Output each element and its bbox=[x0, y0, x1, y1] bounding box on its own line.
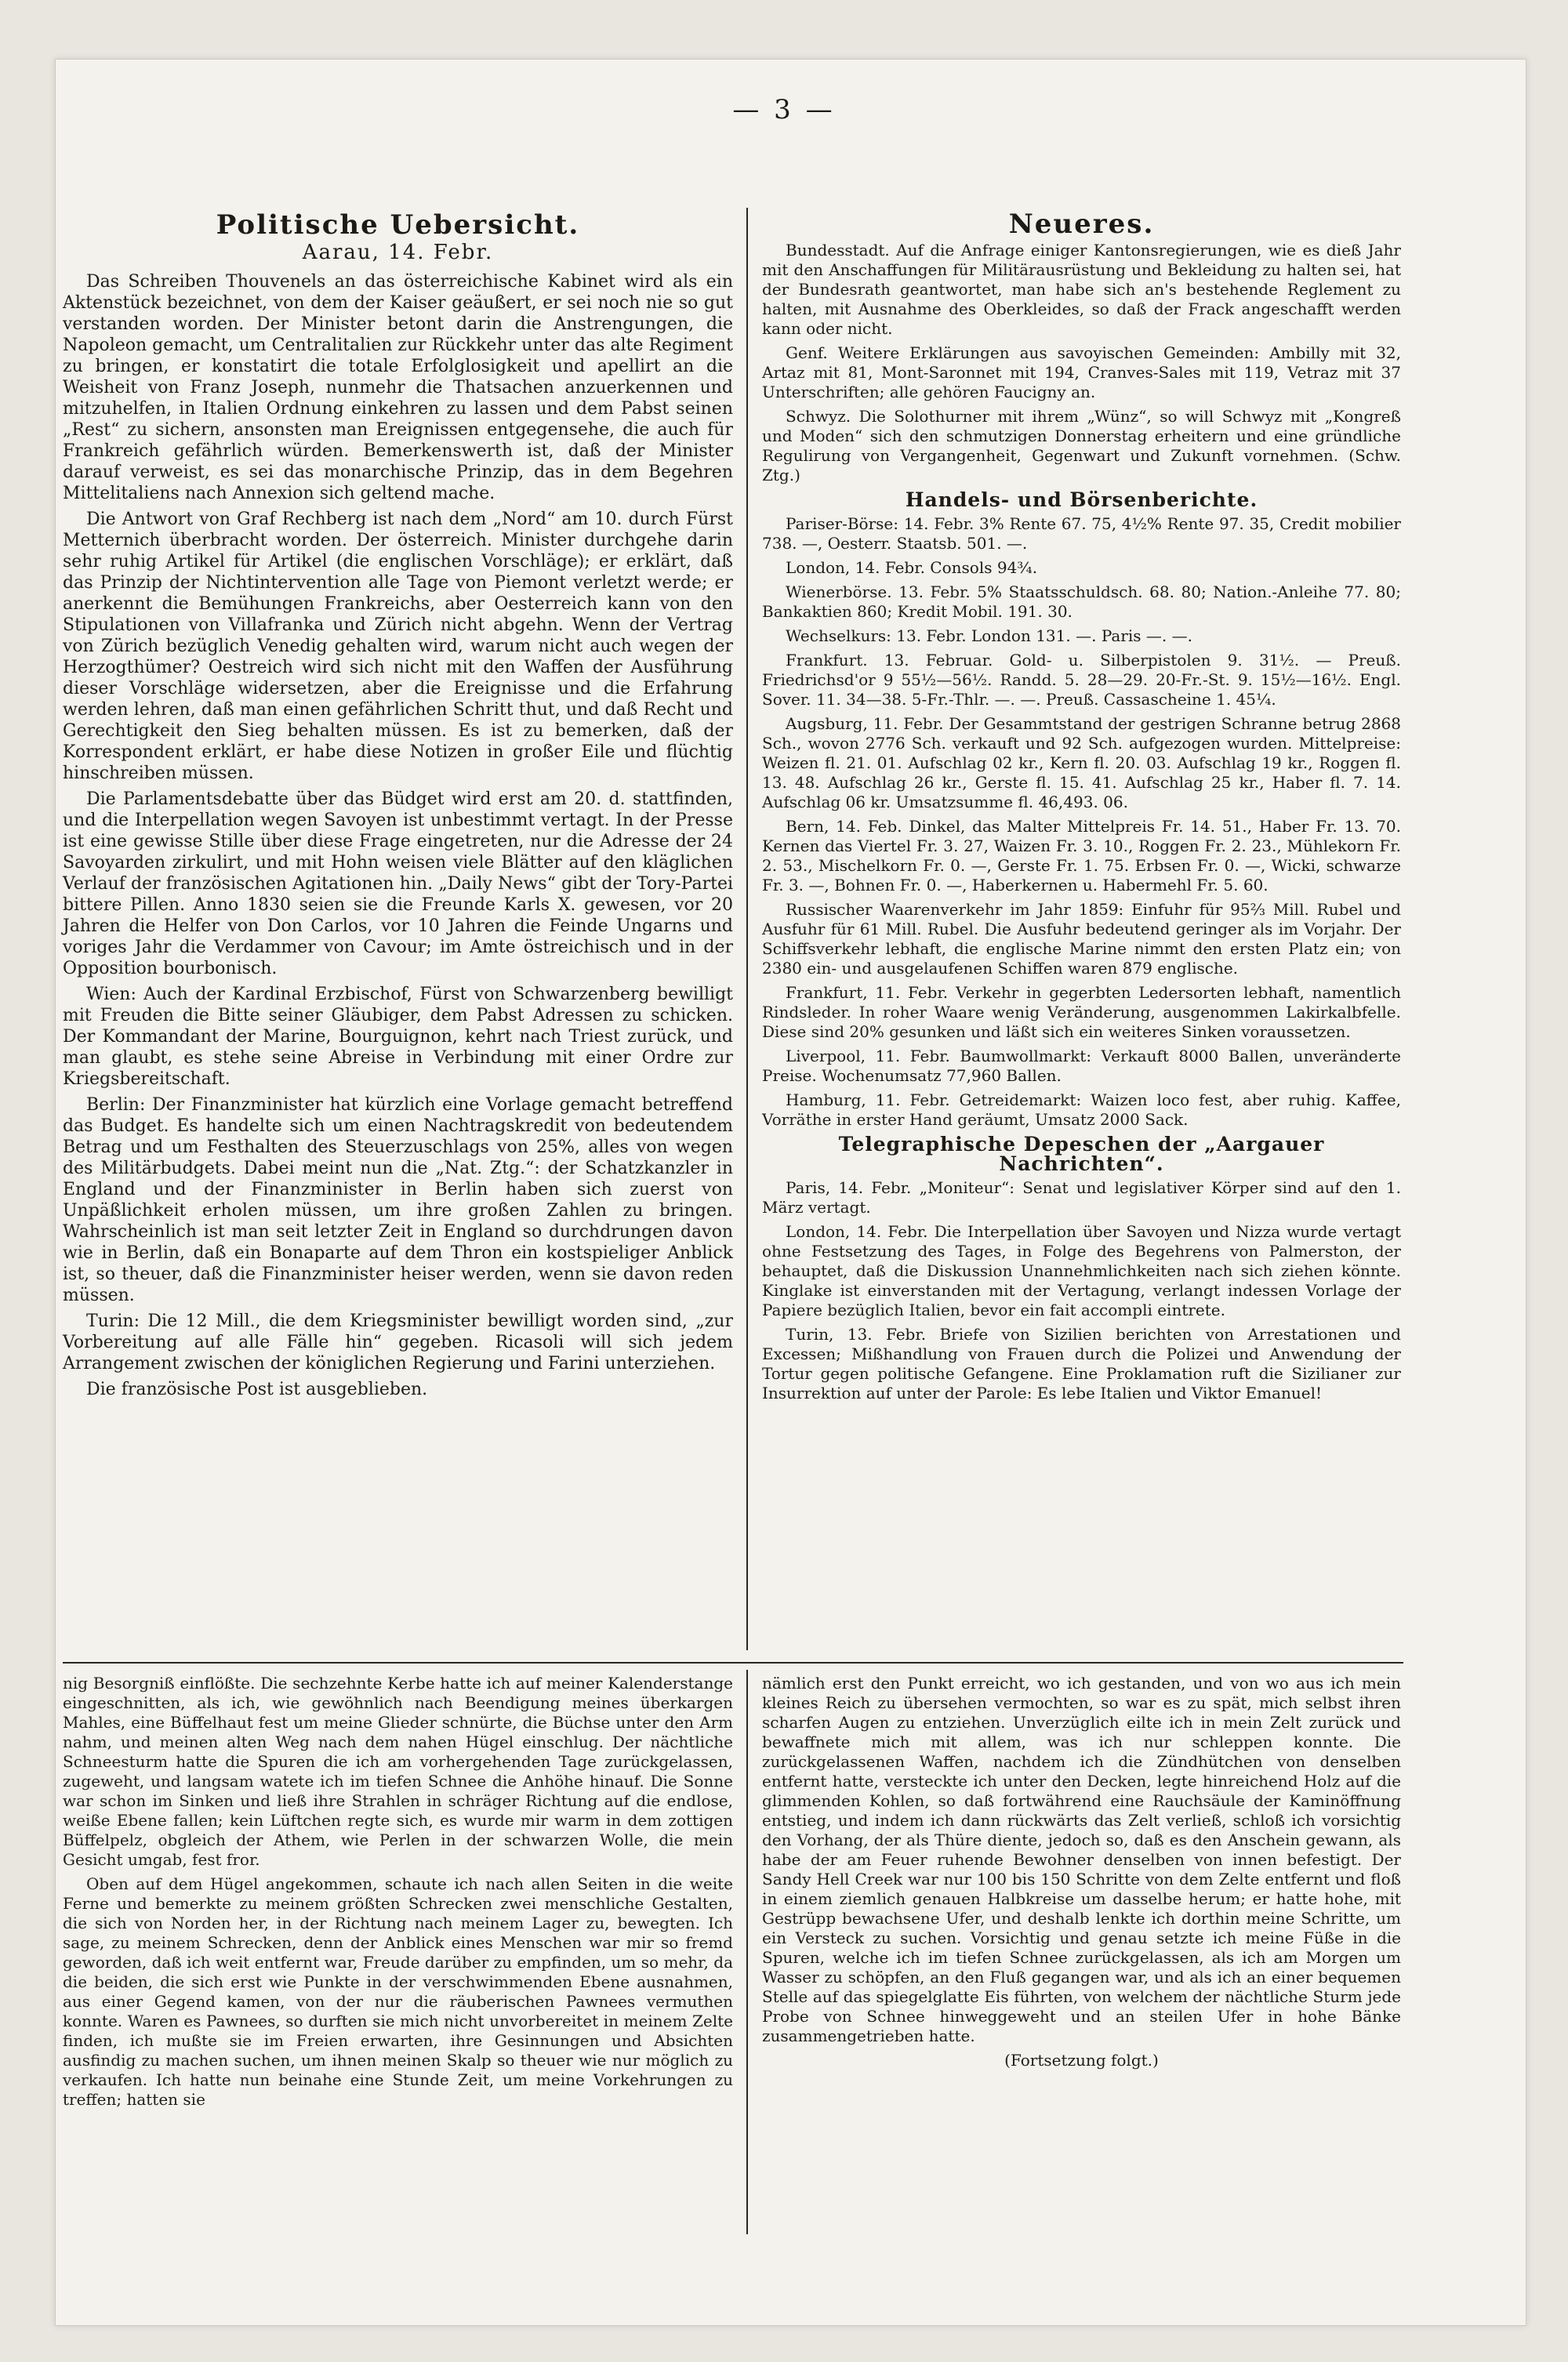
trade-entry: Frankfurt, 11. Febr. Verkehr in gegerbten Ledersorten lebhaft, namentlich Rindsleder. In roher Waare wenig Veränderung, ausgenommen Lakirkalbfelle. Diese sind 20% gesunken und läßt sich ein weiteres Sinken voraussetzen. bbox=[762, 983, 1401, 1041]
politics-paragraph: Berlin: Der Finanzminister hat kürzlich eine Vorlage gemacht betreffend das Budget. Es handelte sich um einen Nachtragskredit von bedeutendem Betrag und um Festhalten des Steuerzuschlags von 25%, alles von wegen des Militärbudgets. Dabei meint nun die „Nat. Ztg.“: der Schatzkanzler in England und der Finanzminister in Berlin haben sich zuerst von Unpäßlichkeit erholen müssen, um ihre großen Zahlen zu bringen. Wahrscheinlich ist man seit letzter Zeit in England so durchdrungen davon wie in Berlin, daß ein Bonaparte auf dem Thron ein kostspieliger Anblick ist, so theuer, daß die Finanzminister heiser werden, wenn sie davon reden müssen. bbox=[63, 1095, 733, 1305]
page-number: — 3 — bbox=[732, 94, 836, 125]
feuilleton-left bbox=[63, 1674, 733, 2114]
feuilleton-paragraph: nämlich erst den Punkt erreicht, wo ich gestanden, und von wo aus ich mein kleines Reich zu übersehen vermochten, so war es zu spät, mich selbst ihren scharfen Augen zu entziehen. Unverzüglich eilte ich in mein Zelt zurück und bewaffnete mich mit allem, was ich nur schleppen konnte. Die zurückgelassenen Waffen, nachdem ich die Zündhütchen von denselben entfernt hatte, versteckte ich unter den Decken, legte hinreichend Holz auf die glimmenden Kohlen, so daß fortwährend eine Rauchsäule der Kaminöffnung entstieg, und indem ich dann rückwärts das Zelt verließ, schloß ich vorsichtig den Vorhang, der als Thüre diente, jedoch so, daß es den Anschein gewann, als habe der am Feuer ruhende Bewohner denselben von innen befestigt. Der Sandy Hell Creek war nur 100 bis 150 Schritte von dem Zelte entfernt und floß in einem ziemlich genauen Halbkreise um dasselbe herum; er hatte hohe, mit Gestrüpp bewachsene Ufer, und deshalb lenkte ich dorthin meine Schritte, um ein Versteck zu suchen. Vorsichtig und genau setzte ich meine Füße in die Spuren, welche ich im tiefen Schnee zurückgelassen, als ich am Morgen um Wasser zu schöpfen, an den Fluß gegangen war, und als ich an einer bequemen Stelle auf das spiegelglatte Eis führten, von welchem der nächtliche Sturm jede Probe von Schnee hinweggeweht und an steilen Ufer in hohe Bänke zusammengetrieben hatte. bbox=[762, 1674, 1401, 2045]
telegraph-entry: Paris, 14. Febr. „Moniteur“: Senat und legislativer Körper sind auf den 1. März vertagt. bbox=[762, 1178, 1401, 1217]
trade-entry: London, 14. Febr. Consols 94¾. bbox=[786, 558, 1038, 577]
news-paragraph: Bundesstadt. Auf die Anfrage einiger Kantonsregierungen, wie es dieß Jahr mit den Anschaffungen für Militärausrüstung und Bekleidung zu halten sei, hat der Bundesrath geantwortet, man habe sich an's bestehende Reglement zu halten, mit Ausnahme des Oberkleides, so daß der Frack angeschafft werden kann oder nicht. bbox=[762, 241, 1401, 338]
news-title: Neueres. bbox=[1008, 209, 1155, 240]
politics-paragraph: Die Antwort von Graf Rechberg ist nach dem „Nord“ am 10. durch Fürst Metternich überbracht worden. Der österreich. Minister durchgehe darin sehr ruhig Artikel für Artikel (die englischen Vorschläge); er erklärt, daß das Prinzip der Nichtintervention alle Tage von Piemont verletzt werde; er anerkennt die Bemühungen Frankreichs, aber Oesterreich kann von den Stipulationen von Villafranka und Zürich nicht abgehn. Wenn der Vertrag von Zürich bezüglich Venedig gehalten wird, warum nicht auch wegen der Herzogthümer? Oestreich wird sich nicht mit den Waffen der Ausführung dieser Vorschläge widersetzen, aber die Ereignisse und die Erfahrung werden lehren, daß man einen gefährlichen Schritt thut, und daß Recht und Gerechtigkeit den Sieg behalten müssen. Es ist zu bemerken, daß der Korrespondent erklärt, er habe diese Notizen in großer Eile und flüchtig hinschreiben müssen. bbox=[63, 510, 733, 783]
news-paragraph: Genf. Weitere Erklärungen aus savoyischen Gemeinden: Ambilly mit 32, Artaz mit 81, Mont-Saronnet mit 194, Cranves-Sales mit 119, Vetraz mit 37 Unterschriften; alle gehören Faucigny an. bbox=[762, 343, 1401, 401]
continuation-note: (Fortsetzung folgt.) bbox=[1004, 2051, 1159, 2070]
trade-entry: Russischer Waarenverkehr im Jahr 1859: Einfuhr für 95⅔ Mill. Rubel und Ausfuhr für 61 Mill. Rubel. Die Ausfuhr bedeutend geringer als im Vorjahr. Der Schiffsverkehr lebhaft, die englische Marine nimmt den ersten Platz ein; von 2380 ein- und ausgelaufenen Schiffen waren 879 englische. bbox=[762, 900, 1401, 978]
news-column bbox=[762, 209, 1401, 1408]
trade-title: Handels- und Börsenberichte. bbox=[905, 488, 1258, 511]
feuilleton-right bbox=[762, 1674, 1401, 2070]
trade-entry: Augsburg, 11. Febr. Der Gesammtstand der gestrigen Schranne betrug 2868 Sch., wovon 2776 Sch. verkauft und 92 Sch. aufgezogen wurden. Mittelpreise: Weizen fl. 21. 01. Aufschlag 02 kr., Kern fl. 20. 03. Aufschlag 19 kr., Roggen fl. 13. 48. Aufschlag 26 kr., Gerste fl. 15. 41. Aufschlag 25 kr., Haber fl. 7. 14. Aufschlag 06 kr. Umsatzsumme fl. 46,493. 06. bbox=[762, 714, 1401, 811]
feuilleton-column-divider bbox=[746, 1670, 748, 2234]
politics-paragraph: Wien: Auch der Kardinal Erzbischof, Fürst von Schwarzenberg bewilligt mit Freuden die Bitte seiner Gläubiger, dem Pabst Adressen zu schicken. Der Kommandant der Marine, Bourguignon, kehrt nach Triest zurück, und man glaubt, es stehe seine Abreise in Verbindung mit einer Ordre zur Kriegsbereitschaft. bbox=[63, 985, 733, 1089]
politics-column bbox=[63, 209, 733, 1405]
trade-entry: Liverpool, 11. Febr. Baumwollmarkt: Verkauft 8000 Ballen, unveränderte Preise. Wochenumsatz 77,960 Ballen. bbox=[762, 1047, 1401, 1085]
trade-entry: Pariser-Börse: 14. Febr. 3% Rente 67. 75, 4½% Rente 97. 35, Credit mobilier 738. —, Oesterr. Staatsb. 501. —. bbox=[762, 514, 1401, 553]
telegraph-entry: Turin, 13. Febr. Briefe von Sizilien berichten von Arrestationen und Excessen; Mißhandlung von Frauen durch die Polizei und Anwendung der Tortur gegen politische Gefangene. Eine Proklamation ruft die Sizilianer zur Insurrektion auf unter der Parole: Es lebe Italien und Viktor Emanuel! bbox=[762, 1325, 1401, 1402]
feuilleton-divider bbox=[63, 1662, 1403, 1664]
feuilleton-paragraph: Oben auf dem Hügel angekommen, schaute ich nach allen Seiten in die weite Ferne und bemerkte zu meinem größten Schrecken zwei menschliche Gestalten, die sich von Norden her, in der Richtung nach meinem Lager zu, bewegten. Ich sage, zu meinem Schrecken, denn der Anblick eines Menschen war mir so fremd geworden, daß ich weit entfernt war, Freude darüber zu empfinden, um so mehr, da die beiden, die sich erst wie Punkte in der verschwimmenden Ebene ausnahmen, aus einer Gegend kamen, von der nur die räuberischen Pawnees vermuthen konnte. Waren es Pawnees, so durften sie mich nicht unvorbereitet in meinem Zelte finden, ich mußte sie im Freien erwarten, ihre Gesinnungen und Absichten ausfindig zu machen suchen, um ihnen meinen Skalp so theuer wie nur möglich zu verkaufen. Ich hatte nun beinahe eine Stunde Zeit, um meine Vorkehrungen zu treffen; hatten sie bbox=[63, 1874, 733, 2109]
news-paragraph: Schwyz. Die Solothurner mit ihrem „Wünz“, so will Schwyz mit „Kongreß und Moden“ sich den schmutzigen Donnerstag erheitern und eine gründliche Regulirung von Vergangenheit, Gegenwart und Zukunft vornehmen. (Schw. Ztg.) bbox=[762, 407, 1401, 484]
telegraph-entry: London, 14. Febr. Die Interpellation über Savoyen und Nizza wurde vertagt ohne Festsetzung des Tages, in Folge des Begehrens von Palmerston, der behauptet, daß die Diskussion Unannehmlichkeiten nach sich ziehen könnte. Kinglake ist einverstanden mit der Vertagung, verlangt indessen Vorlage der Papiere bezüglich Italien, bevor ein fait accompli eintrete. bbox=[762, 1222, 1401, 1319]
trade-entry: Hamburg, 11. Febr. Getreidemarkt: Waizen loco fest, aber ruhig. Kaffee, Vorräthe in erster Hand geräumt, Umsatz 2000 Sack. bbox=[762, 1090, 1401, 1129]
trade-entry: Wechselkurs: 13. Febr. London 131. —. Paris —. —. bbox=[786, 626, 1192, 645]
trade-entry: Frankfurt. 13. Februar. Gold- u. Silberpistolen 9. 31½. — Preuß. Friedrichsd'or 9 55½—56½. Randd. 5. 28—29. 20-Fr.-St. 9. 15½—16½. Engl. Sover. 11. 34—38. 5-Fr.-Thlr. —. —. Preuß. Cassascheine 1. 45¼. bbox=[762, 651, 1401, 709]
politics-dateline: Aarau, 14. Febr. bbox=[302, 241, 494, 264]
feuilleton-paragraph: nig Besorgniß einflößte. Die sechzehnte Kerbe hatte ich auf meiner Kalenderstange eingeschnitten, als ich, wie gewöhnlich nach Beendigung meines überkargen Mahles, eine Büffelhaut fest um meine Glieder schnürte, die Büchse unter den Arm nahm, und meinen alten Weg nach dem nahen Hügel einschlug. Der nächtliche Schneesturm hatte die Spuren die ich am vorhergehenden Tage zurückgelassen, zugeweht, und langsam watete ich im tiefen Schnee die Anhöhe hinauf. Die Sonne war schon im Sinken und ließ ihre Strahlen in schräger Richtung auf die endlose, weiße Ebene fallen; kein Lüftchen regte sich, es wurde mir warm in dem zottigen Büffelpelz, obgleich der Athem, wie Perlen in der schwarzen Wolle, die mein Gesicht umgab, fest fror. bbox=[63, 1674, 733, 1869]
politics-paragraph: Die Parlamentsdebatte über das Büdget wird erst am 20. d. stattfinden, und die Interpellation wegen Savoyen ist unbestimmt vertagt. In der Presse ist eine gewisse Stille über diese Frage eingetreten, nur die Adresse der 24 Savoyarden zirkulirt, und mit Hohn weisen viele Blätter auf den kläglichen Verlauf der französischen Agitationen hin. „Daily News“ gibt der Tory-Partei bittere Pillen. Anno 1830 seien sie die Freunde Karls X. gewesen, vor 20 Jahren die Helfer von Don Carlos, vor 10 Jahren die Feinde Ungarns und voriges Jahr die Verdammer von Cavour; im Amte östreichisch und in der Opposition bourbonisch. bbox=[63, 789, 733, 978]
politics-paragraph: Turin: Die 12 Mill., die dem Kriegsminister bewilligt worden sind, „zur Vorbereitung auf alle Fälle hin“ gegeben. Ricasoli will sich jedem Arrangement zwischen der königlichen Regierung und Farini unterziehen. bbox=[63, 1312, 733, 1373]
telegraph-title: Telegraphische Depeschen der „Aargauer Nachrichten“. bbox=[838, 1133, 1325, 1175]
trade-entry: Bern, 14. Feb. Dinkel, das Malter Mittelpreis Fr. 14. 51., Haber Fr. 13. 70. Kernen das Viertel Fr. 3. 27, Waizen Fr. 3. 10., Roggen Fr. 2. 23., Mühlekorn Fr. 2. 53., Mischelkorn Fr. 0. —, Gerste Fr. 1. 75. Erbsen Fr. 0. —, Wicki, schwarze Fr. 3. —, Bohnen Fr. 0. —, Haberkernen u. Habermehl Fr. 5. 60. bbox=[762, 817, 1401, 894]
politics-title: Politische Uebersicht. bbox=[216, 209, 580, 241]
trade-entry: Wienerbörse. 13. Febr. 5% Staatsschuldsch. 68. 80; Nation.-Anleihe 77. 80; Bankaktien 860; Kredit Mobil. 191. 30. bbox=[762, 582, 1401, 621]
politics-paragraph: Das Schreiben Thouvenels an das österreichische Kabinet wird als ein Aktenstück bezeichnet, von dem der Kaiser geäußert, er sei noch nie so gut verstanden worden. Der Minister betont darin die Anstrengungen, die Napoleon gemacht, um Centralitalien zur Rückkehr unter das alte Regiment zu bringen, er konstatirt die totale Erfolglosigkeit und apellirt an die Weisheit von Franz Joseph, nunmehr die Thatsachen anzuerkennen und mitzuhelfen, in Italien Ordnung einkehren zu lassen und dem Pabst seinen „Rest“ zu sichern, ansonsten man Ereignissen entgegensehe, die auch für Frankreich gefährlich würden. Bemerkenswerth ist, daß der Minister darauf verweist, es sei das monarchische Prinzip, das in dem Begehren Mittelitaliens nach Annexion sich geltend mache. bbox=[63, 272, 733, 503]
column-divider bbox=[746, 208, 748, 1650]
politics-paragraph: Die französische Post ist ausgeblieben. bbox=[86, 1380, 428, 1399]
